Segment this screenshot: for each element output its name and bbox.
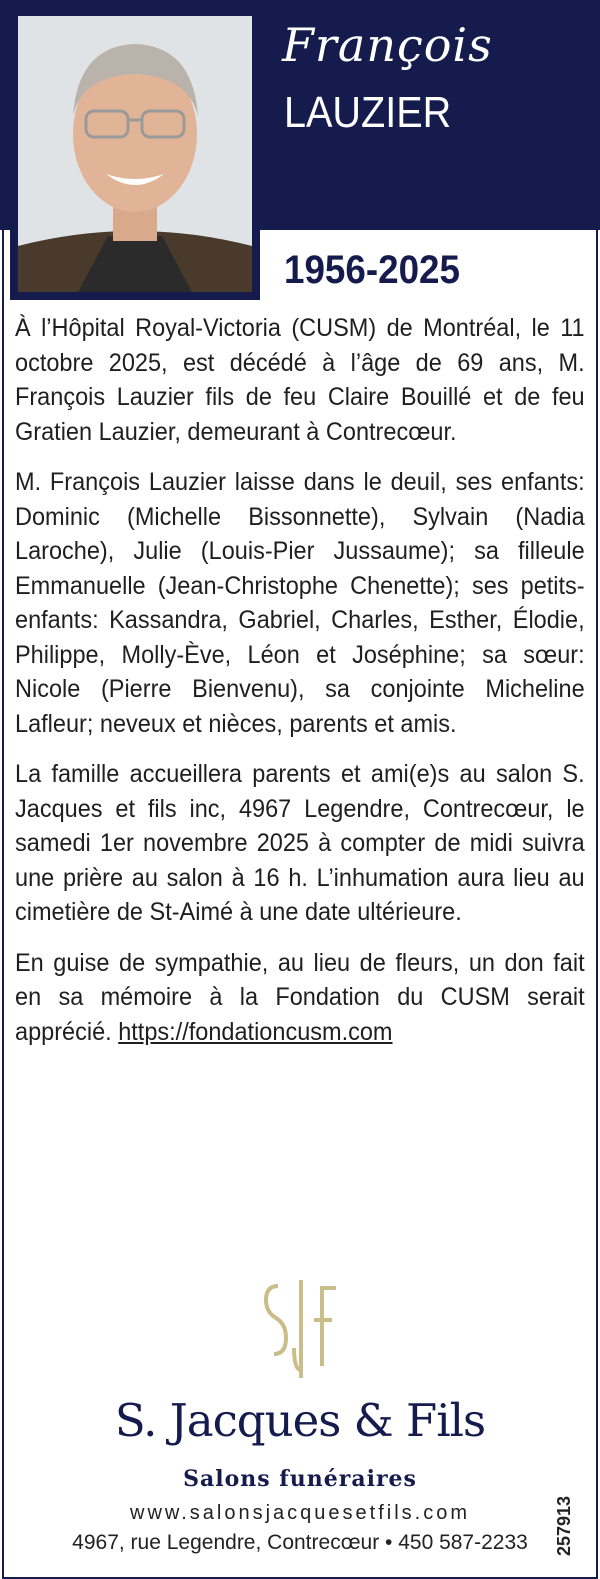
obituary-text <box>15 311 585 1065</box>
paragraph-survivors: M. François Lauzier laisse dans le deuil, ses enfants: Dominic (Michelle Bissonnette), Sylvain (Nadia Laroche), Julie (Louis-Pier Jussaume); sa filleule Emmanuelle (Jean-Christophe Chenette); ses petits-enfants: Kassandra, Gabriel, Charles, Esther, Élodie, Philippe, Molly-Ève, Léon et Joséphine; sa sœur: Nicole (Pierre Bienvenu), sa conjointe Micheline Lafleur; neveux et nièces, parents et amis. <box>15 468 585 738</box>
first-name: François <box>282 18 493 72</box>
sjf-monogram-logo <box>262 1278 340 1380</box>
last-name: LAUZIER <box>284 88 452 137</box>
paragraph-death-notice: À l’Hôpital Royal-Victoria (CUSM) de Montréal, le 11 octobre 2025, est décédé à l’âge de 69 ans, M. François Lauzier fils de feu Claire Bouillé et de feu Gratien Lauzier, demeurant à Contrecœur. <box>15 314 585 446</box>
ad-number: 257913 <box>554 1495 574 1556</box>
funeral-home-name: S. Jacques & Fils <box>114 1394 486 1447</box>
funeral-home-subtitle: Salons funéraires <box>183 1466 417 1492</box>
donation-text: En guise de sympathie, au lieu de fleurs, un don fait en sa mémoire à la Fondation du CUSM serait apprécié. <box>15 948 585 1046</box>
life-years: 1956-2025 <box>284 248 460 292</box>
funeral-home-website[interactable]: www.salonsjacquesetfils.com <box>130 1502 470 1524</box>
foundation-link[interactable]: https://fondationcusm.com <box>118 1017 393 1046</box>
paragraph-visitation: La famille accueillera parents et ami(e)s au salon S. Jacques et fils inc, 4967 Legendre, Contrecœur, le samedi 1er novembre 2025 à compter de midi suivra une prière au salon à 16 h. L’inhumation aura lieu au cimetière de St-Aimé à une date ultérieure. <box>15 760 585 926</box>
funeral-home-address: 4967, rue Legendre, Contrecœur • 450 587-2233 <box>72 1531 528 1554</box>
portrait-photo <box>18 16 252 292</box>
paragraph-donation <box>15 946 585 1050</box>
